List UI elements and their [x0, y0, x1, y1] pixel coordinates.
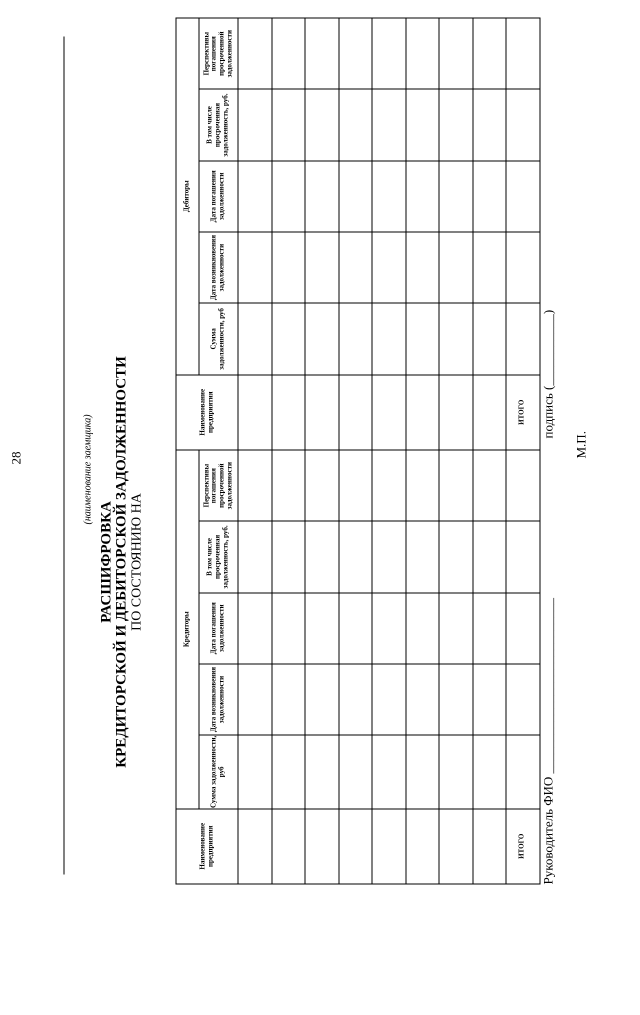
col-overdue-cred: В том числе просроченная задолженность, руб. [199, 521, 238, 592]
col-date-pay-deb: Дата погашения задолженности [199, 161, 238, 232]
col-sum-deb: Сумма задолженности, руб [199, 303, 238, 374]
table-row [372, 18, 406, 884]
col-sum-cred: Сумма задолженности, руб [199, 735, 238, 808]
table-row [272, 18, 306, 884]
total-label-deb: ИТОГО [506, 375, 540, 450]
title-line2: КРЕДИТОРСКОЙ И ДЕБИТОРСКОЙ ЗАДОЛЖЕННОСТИ [114, 110, 131, 1015]
col-prospects-deb: Перспективы погашения просроченной задолженности [199, 18, 238, 89]
group-debtors: Дебиторы [176, 18, 199, 375]
col-date-start-cred: Дата возникновения задолженности [199, 664, 238, 735]
col-date-pay-cred: Дата погашения задолженности [199, 593, 238, 664]
customer-label: (наименование заемщика) [83, 414, 94, 524]
group-creditors: Кредиторы [176, 450, 199, 809]
page-number: 28 [9, 452, 25, 465]
table-row [406, 18, 440, 884]
table-row [238, 18, 272, 884]
table-row [439, 18, 473, 884]
title-line3: ПО СОСТОЯНИЮ НА [130, 110, 146, 1015]
signature-line: подпись (___________) [541, 310, 557, 439]
rotated-page [1, 0, 640, 905]
total-row [506, 18, 540, 884]
table-row [339, 18, 373, 884]
col-name-cred: Наименование предприятия [176, 809, 238, 884]
total-label-cred: ИТОГО [506, 809, 540, 884]
head-fio-line: Руководитель ФИО ___________________________ [541, 598, 557, 885]
col-name-deb: Наименование предприятия [176, 375, 238, 450]
table-row [305, 18, 339, 884]
title-line1: РАСШИФРОВКА [99, 110, 116, 1015]
debt-table [176, 18, 541, 885]
col-overdue-deb: В том числе просроченная задолженность, руб. [199, 89, 238, 160]
table-row [473, 18, 507, 884]
stamp-label: М.П. [574, 431, 590, 458]
name-line [64, 37, 65, 875]
col-date-start-deb: Дата возникновения задолженности [199, 232, 238, 303]
col-prospects-cred: Перспективы погашения просроченной задолженности [199, 450, 238, 521]
